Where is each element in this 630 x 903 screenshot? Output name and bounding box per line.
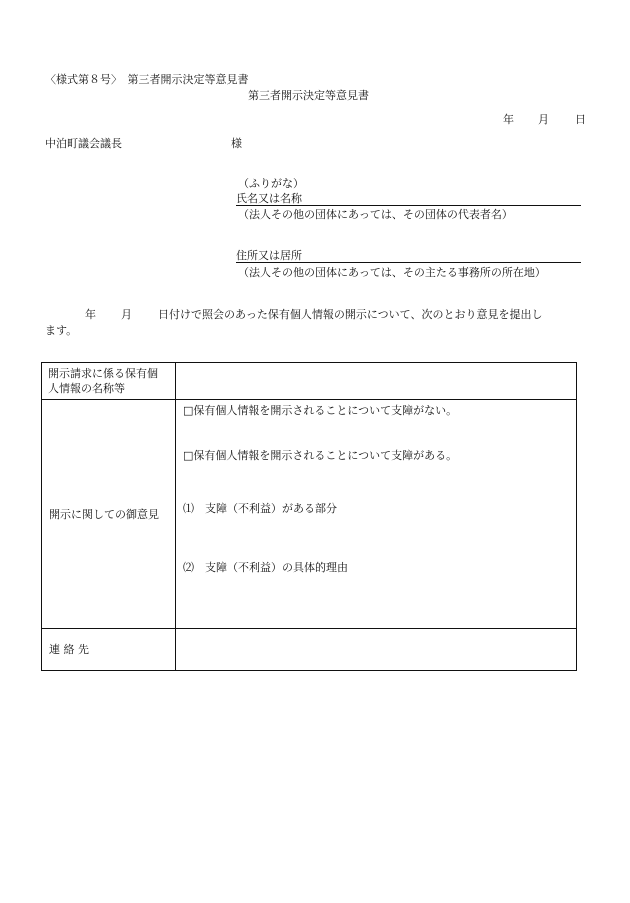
name-note: （法人その他の団体にあっては、その団体の代表者名） <box>238 208 513 221</box>
furigana-label: （ふりがな） <box>238 177 304 190</box>
address-underline <box>236 262 581 263</box>
date-month: 月 <box>538 113 549 126</box>
form-number: 〈様式第８号〉 第三者開示決定等意見書 <box>45 73 249 86</box>
option-objection[interactable]: □保有個人情報を開示されることについて支障がある。 <box>183 449 458 462</box>
request-info-label <box>42 363 176 400</box>
name-label: 氏名又は名称 <box>236 192 302 205</box>
document-title: 第三者開示決定等意見書 <box>248 89 369 102</box>
date-day: 日 <box>575 113 586 126</box>
opinion-label: 開示に関しての御意見 <box>49 507 159 521</box>
address-note: （法人その他の団体にあっては、その主たる事務所の所在地） <box>238 266 546 279</box>
request-info-value[interactable] <box>176 363 577 400</box>
body-line-1: 日付けで照会のあった保有個人情報の開示について、次のとおり意見を提出し <box>158 308 543 321</box>
request-info-label-line-1: 開示請求に係る保有個 <box>48 367 158 380</box>
body-line-2: ます。 <box>45 324 78 337</box>
contact-value[interactable] <box>176 629 577 671</box>
address-label: 住所又は居所 <box>236 249 302 262</box>
objection-part-item: ⑴ 支障（不利益）がある部分 <box>183 502 337 515</box>
table-row <box>42 629 577 671</box>
opinion-label-cell <box>42 400 176 629</box>
objection-reason-item: ⑵ 支障（不利益）の具体的理由 <box>183 561 348 574</box>
table-row <box>42 400 577 629</box>
body-year: 年 <box>85 308 96 321</box>
date-year: 年 <box>503 113 514 126</box>
request-info-label-line-2: 人情報の名称等 <box>48 382 125 395</box>
addressee-name: 中泊町議会議長 <box>45 137 122 150</box>
name-underline <box>236 205 581 206</box>
contact-label: 連 絡 先 <box>49 643 89 656</box>
body-month: 月 <box>121 308 132 321</box>
opinion-content <box>176 400 577 629</box>
opinion-table <box>41 362 577 671</box>
table-row <box>42 363 577 400</box>
addressee-honorific: 様 <box>231 137 242 150</box>
option-no-objection[interactable]: □保有個人情報を開示されることについて支障がない。 <box>183 404 458 417</box>
contact-label-cell <box>42 629 176 671</box>
